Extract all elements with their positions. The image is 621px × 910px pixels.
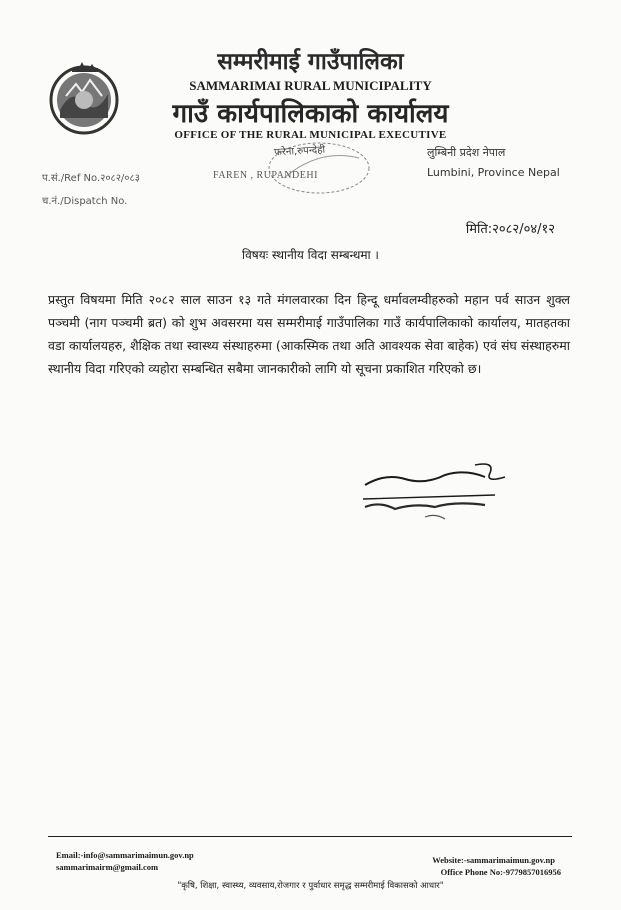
address-line: FAREN , RUPANDEHI <box>213 170 318 181</box>
footer-divider <box>48 836 572 837</box>
reference-number: प.सं./Ref No.२०८२/०८३ <box>42 173 140 184</box>
footer-website: Website:-sammarimaimun.gov.np <box>432 855 555 865</box>
footer-email: Email:-info@sammarimaimun.gov.np <box>56 850 194 860</box>
letter-body: प्रस्तुत विषयमा मिति २०८२ साल साउन १३ गते मंगलवारका दिन हिन्दू धर्मावलम्वीहरुको महान पर्व साउन शुक्ल पञ्चमी (नाग पञ्चमी ब्रत) को शुभ अवसरमा यस सम्मरीमाई गाउँपालिका गाउँ कार्यपालिकाको कार्यालय, मातहतका वडा कार्यालयहरु, शैक्षिक तथा स्वास्थ्य संस्थाहरुमा (आकस्मिक तथा अति आवश्यक सेवा बाहेक) एवं संघ संस्थाहरुमा स्थानीय विदा गरिएको व्यहोरा सम्बन्धित सबैमा जानकारीको लागि यो सूचना प्रकाशित गरिएको छ। <box>48 292 570 376</box>
province-np: लुम्बिनी प्रदेश नेपाल <box>427 146 506 159</box>
letter-date: मिति:२०८२/०४/१२ <box>465 222 555 237</box>
municipality-name-np: सम्मरीमाई गाउँपालिका <box>217 49 404 75</box>
municipality-name-en: SAMMARIMAI RURAL MUNICIPALITY <box>189 78 432 93</box>
stamp-text: फरेना,रुपन्देही <box>273 144 326 159</box>
footer-slogan: "कृषि, शिक्षा, स्वास्थ्य, व्यवसाय,रोजगार र पुर्वाधार समृद्ध सम्मरीमाई विकासको आधार" <box>177 881 444 891</box>
signature-icon <box>345 455 515 525</box>
letter-subject: विषयः स्थानीय विदा सम्बन्धमा । <box>242 248 379 262</box>
office-name-np: गाउँ कार्यपालिकाको कार्यालय <box>172 99 449 129</box>
office-name-en: OFFICE OF THE RURAL MUNICIPAL EXECUTIVE <box>174 129 447 141</box>
footer-phone: Office Phone No:-9779857016956 <box>440 867 561 877</box>
dispatch-number: च.नं./Dispatch No. <box>42 196 128 207</box>
province-en: Lumbini, Province Nepal <box>427 166 560 179</box>
footer-email-alt: sammarimairm@gmail.com <box>56 862 159 872</box>
